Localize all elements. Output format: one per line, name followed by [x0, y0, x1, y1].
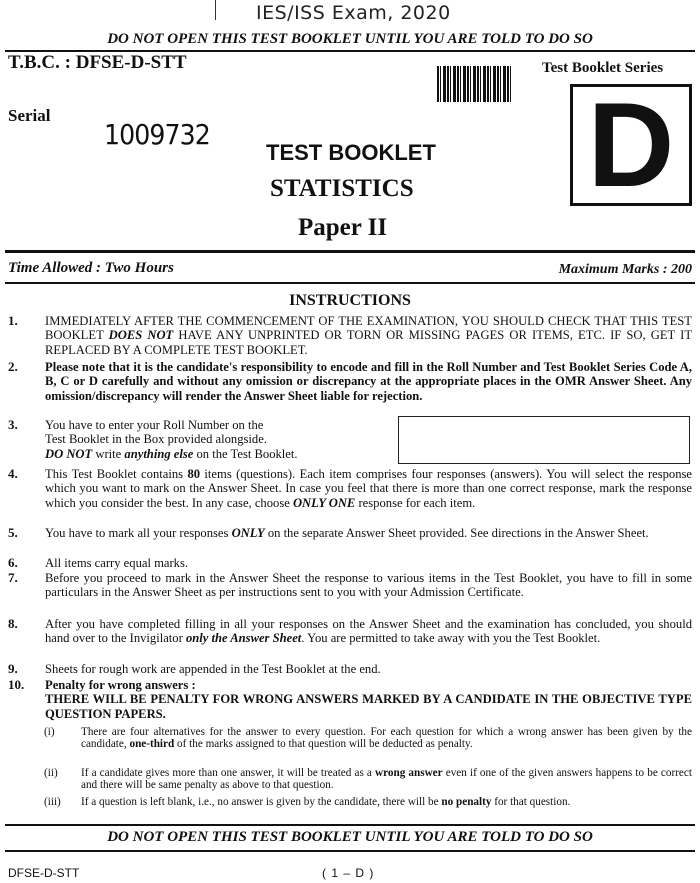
paper-title: Paper II	[298, 214, 388, 241]
instruction-item: 7. Before you proceed to mark in the Answer Sheet the response to various items in the Test Booklet, you have to fill in some particulars in the Answer Sheet as per instructions sent to you with your Admission Certificate.	[8, 570, 692, 600]
divider-mid	[5, 250, 695, 253]
instruction-item: 8. After you have completed filling in all your responses on the Answer Sheet and the examination has concluded, you should hand over to the Invigilator only the Answer Sheet. You are permitted to take away with you the Test Booklet.	[8, 616, 692, 646]
instruction-item: 9. Sheets for rough work are appended in the Test Booklet at the end.	[8, 661, 381, 676]
instruction-item: 10. Penalty for wrong answers : THERE WILL BE PENALTY FOR WRONG ANSWERS MARKED BY A CANDIDATE IN THE OBJECTIVE TYPE QUESTION PAPERS.	[8, 677, 692, 721]
handwritten-mark	[215, 0, 216, 20]
barcode-icon	[437, 66, 511, 102]
warning-bottom: DO NOT OPEN THIS TEST BOOKLET UNTIL YOU ARE TOLD TO DO SO	[107, 829, 593, 845]
serial-label: Serial	[8, 106, 51, 125]
instruction-item: 1. IMMEDIATELY AFTER THE COMMENCEMENT OF THE EXAMINATION, YOU SHOULD CHECK THAT THIS TEST BOOKLET DOES NOT HAVE ANY UNPRINTED OR TORN OR MISSING PAGES OR ITEMS, ETC. IF SO, GET IT REPLACED BY A COMPLETE TEST BOOKLET.	[8, 313, 693, 357]
roll-number-box[interactable]	[398, 416, 690, 464]
max-marks: Maximum Marks : 200	[558, 262, 692, 277]
series-letter: D	[587, 78, 675, 212]
divider-instructions	[5, 282, 695, 284]
page-number: ( 1 – D )	[322, 866, 375, 880]
penalty-subitem: (i) There are four alternatives for the answer to every question. For each question for which a wrong answer has been given by the candidate, one-third of the marks assigned to that question will be deducted as penalty.	[44, 726, 692, 751]
instruction-item: 6. All items carry equal marks.	[8, 555, 189, 570]
booklet-title: TEST BOOKLET	[266, 140, 436, 165]
handwritten-exam-note: IES/ISS Exam, 2020	[256, 2, 451, 24]
instruction-item: 4. This Test Booklet contains 80 items (questions). Each item comprises four responses (answers). You will select the response which you want to mark on the Answer Sheet. In case you feel that there is more than one correct response, mark the response which you consider the best. In any case, choose ONLY ONE response for each item.	[8, 466, 693, 510]
instructions-heading: INSTRUCTIONS	[289, 292, 411, 309]
penalty-subitem: (iii) If a question is left blank, i.e., no answer is given by the candidate, there will be no penalty for that question.	[44, 796, 571, 808]
time-allowed: Time Allowed : Two Hours	[8, 260, 174, 276]
warning-top: DO NOT OPEN THIS TEST BOOKLET UNTIL YOU ARE TOLD TO DO SO	[107, 31, 593, 47]
divider-bottom	[5, 824, 695, 826]
subject-title: STATISTICS	[270, 175, 414, 202]
instruction-item: 3. You have to enter your Roll Number on the Test Booklet in the Box provided alongside. DO NOT write anything else on the Test Booklet.	[8, 417, 298, 461]
series-box	[570, 78, 692, 212]
serial-number: 1009732	[104, 118, 210, 151]
series-label: Test Booklet Series	[542, 60, 664, 76]
footer-code: DFSE-D-STT	[8, 866, 80, 880]
penalty-subitem: (ii) If a candidate gives more than one answer, it will be treated as a wrong answer even if one of the given answers happens to be correct and there will be same penalty as above to that question.	[44, 767, 692, 792]
instruction-item: 2. Please note that it is the candidate's responsibility to encode and fill in the Roll Number and Test Booklet Series Code A, B, C or D carefully and without any omission or discrepancy at the appropriate places in the OMR Answer Sheet. Any omission/discrepancy will render the Answer Sheet liable for rejection.	[8, 359, 692, 403]
tbc-code: T.B.C. : DFSE-D-STT	[8, 52, 187, 73]
divider-footer	[5, 850, 695, 852]
instruction-item: 5. You have to mark all your responses ONLY on the separate Answer Sheet provided. See directions in the Answer Sheet.	[8, 525, 649, 540]
